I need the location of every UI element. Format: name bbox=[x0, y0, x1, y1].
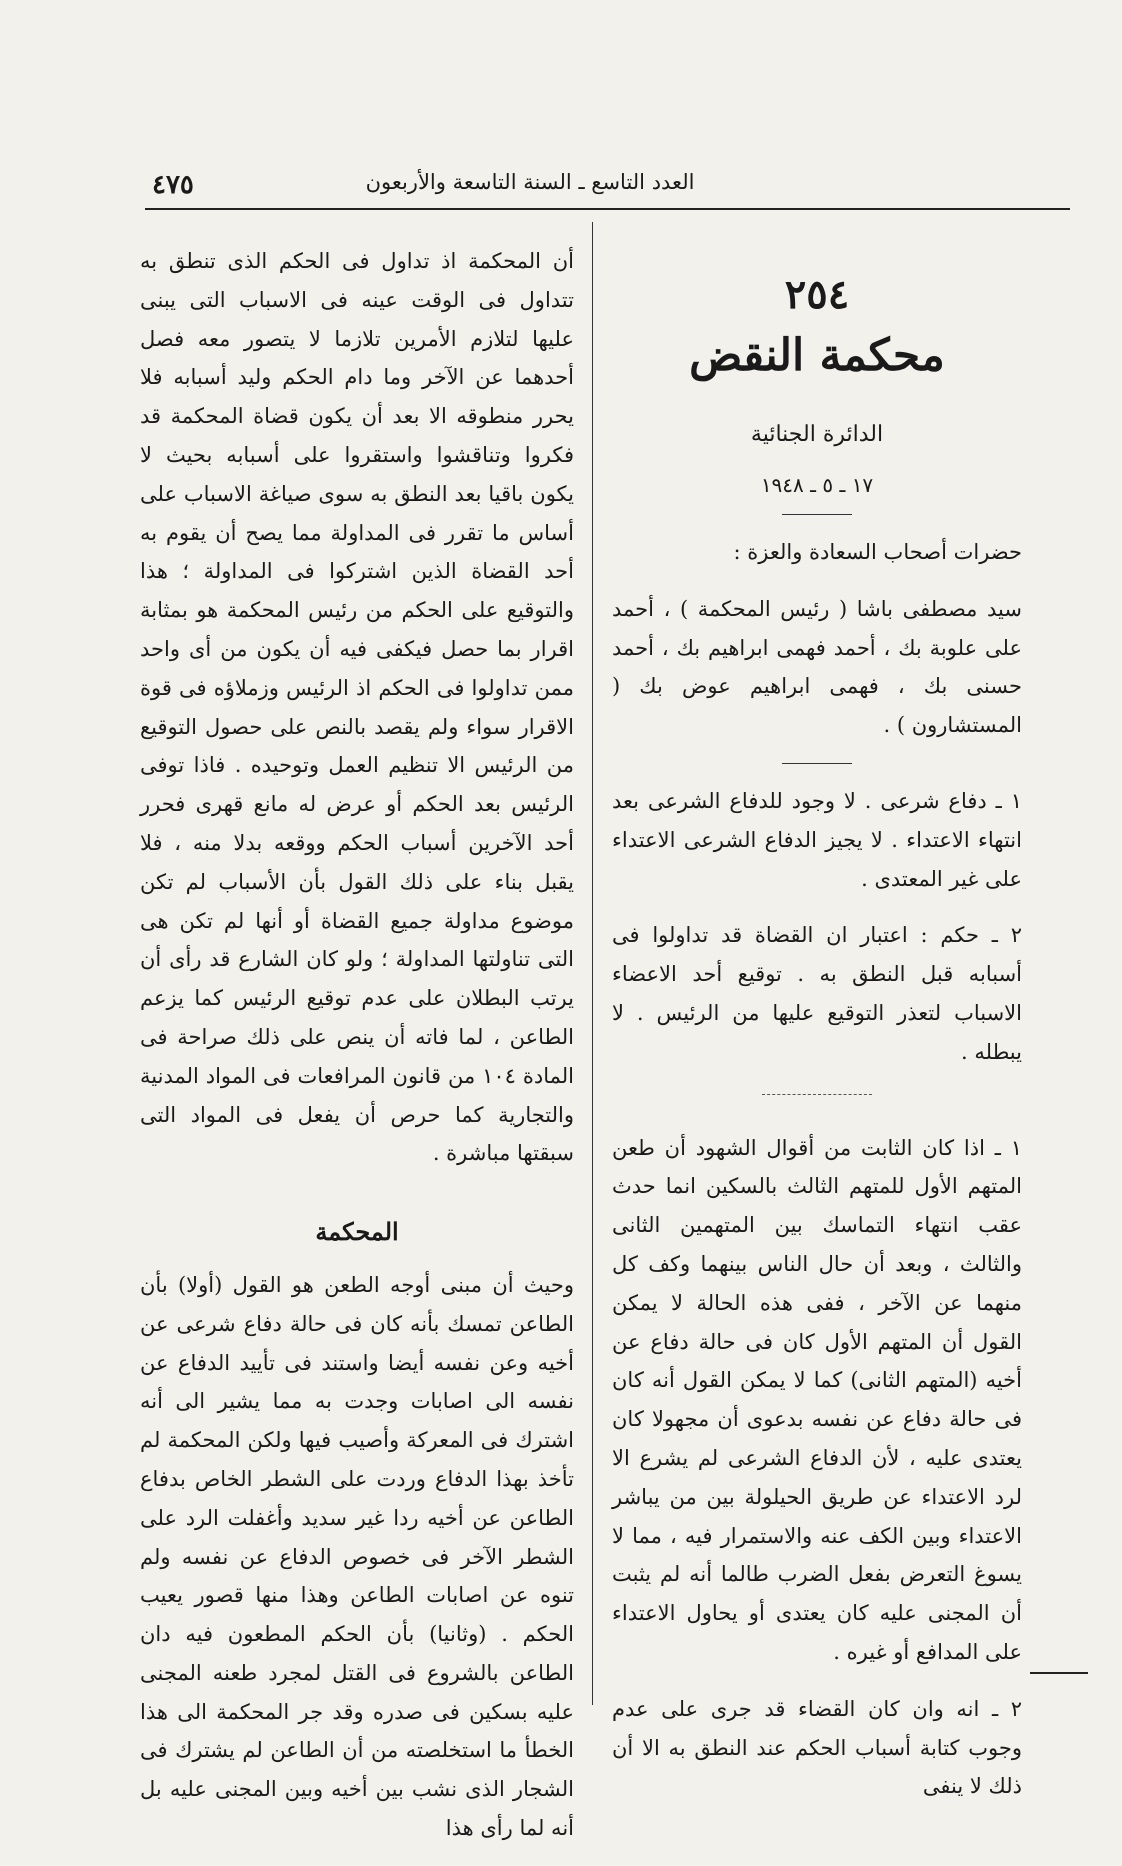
court-name: محكمة النقض bbox=[689, 330, 945, 381]
column-divider bbox=[592, 222, 593, 1705]
header-rule bbox=[145, 208, 1070, 210]
right-column bbox=[612, 270, 1022, 1824]
page-number: ٤٧٥ bbox=[152, 170, 194, 200]
circuit-name: الدائرة الجنائية bbox=[750, 422, 884, 447]
headnote-2: ٢ ـ حكم : اعتبار ان القضاة قد تداولوا فى أسبابه قبل النطق به . توقيع أحد الاعضاء الاسباب لتعذر التوقيع عليها من الرئيس . لا يبطله . bbox=[612, 923, 1022, 1064]
bottom-rule bbox=[1030, 1672, 1088, 1674]
left-column bbox=[140, 242, 574, 1866]
section-title: المحكمة bbox=[315, 1217, 399, 1247]
headnote-1: ١ ـ دفاع شرعى . لا وجود للدفاع الشرعى بعد انتهاء الاعتداء . لا يجيز الدفاع الشرعى الاعتداء على غير المعتدى . bbox=[612, 788, 1022, 891]
left-paragraph-2: وحيث أن مبنى أوجه الطعن هو القول (أولا) بأن الطاعن تمسك بأنه كان فى حالة دفاع شرعى عن أخيه وعن نفسه أيضا واستند فى تأييد الدفاع عن نفسه الى اصابات وجدت به مما يشير الى أنه اشترك فى المعركة وأصيب فيها ولكن المحكمة لم تأخذ بهذا الدفاع وردت على الشطر الخاص بدفاع الطاعن عن أخيه ردا غير سديد وأغفلت الرد على الشطر الآخر فى خصوص الدفاع عن نفسه ولم تنوه عن اصابات الطاعن وهذا منها قصور يعيب الحكم . (وثانيا) بأن الحكم المطعون فيه دان الطاعن بالشروع فى القتل لمجرد طعنه المجنى عليه بسكين فى صدره وقد جر المحكمة الى هذا الخطأ ما استخلصته من أن الطاعن لم يشترك فى الشجار الذى نشب بين أخيه وبين المجنى عليه بل أنه لما رأى هذا bbox=[140, 1272, 574, 1841]
left-paragraph-1: أن المحكمة اذ تداول فى الحكم الذى تنطق به تتداول فى الوقت عينه فى الاسباب التى يبنى عليها لتلازم الأمرين تلازما لا يتصور معه فصل أحدهما عن الآخر وما دام الحكم وليد أسبابه فلا يحرر منطوقه الا بعد أن يكون قضاة المحكمة قد فكروا وتناقشوا واستقروا على أسبابه بحيث لا يكون باقيا بعد النطق به سوى صياغة الاسباب على أساس ما تقرر فى المداولة مما يصح أن يقوم به أحد القضاة الذين اشتركوا فى المداولة ؛ هذا والتوقيع على الحكم من رئيس المحكمة هو بمثابة اقرار بما حصل فيكفى فيه أن يكون من أى واحد ممن تداولوا فى الحكم اذ الرئيس وزملاؤه فى قوة الاقرار سواء ولم يقصد بالنص على حصول التوقيع من الرئيس الا تنظيم العمل وتوحيده . فاذا توفى الرئيس بعد الحكم أو عرض له مانع قهرى فحرر أحد الآخرين أسباب الحكم ووقعه بدلا منه ، فلا يقبل بناء على ذلك القول بأن الأسباب لم تكن موضوع مداولة جميع القضاة أو أنها لم تكن هى التى تناولتها المداولة ؛ ولو كان الشارع قد رأى أن يرتب البطلان على عدم توقيع الرئيس كما يزعم الطاعن ، لما فاته أن ينص على ذلك صراحة فى المادة ١٠٤ من قانون المرافعات فى المواد المدنية والتجارية كما حرص أن يفعل فى المواد التى سبقتها مباشرة . bbox=[140, 249, 574, 1166]
divider bbox=[782, 514, 852, 515]
judgment-date: ١٧ ـ ٥ ـ ١٩٤٨ bbox=[760, 473, 874, 497]
principle-1: ١ ـ اذا كان الثابت من أقوال الشهود أن طعن المتهم الأول للمتهم الثالث بالسكين انما حدث عقب انتهاء التماسك بين المتهمين الثانى والثالث ، وبعد أن حال الناس بينهما وكف كل منهما عن الآخر ، ففى هذه الحالة لا يمكن القول أن المتهم الأول كان فى حالة دفاع عن أخيه (المتهم الثانى) كما لا يمكن القول أنه كان فى حالة دفاع عن نفسه بدعوى أن مجهولا كان يعتدى عليه ، لأن الدفاع الشرعى لم يشرع الا لرد الاعتداء عن طريق الحيلولة بين من يباشر الاعتداء وبين الكف عنه والاستمرار فيه ، مما لا يسوغ التعرض بفعل الضرب طالما أنه لم يثبت أن المجنى عليه كان يعتدى أو يحاول الاعتداء على المدافع أو غيره . bbox=[612, 1135, 1022, 1664]
running-header: العدد التاسع ـ السنة التاسعة والأربعون bbox=[365, 170, 695, 194]
case-number: ٢٥٤ bbox=[784, 271, 850, 318]
judges-list: سيد مصطفى باشا ( رئيس المحكمة ) ، أحمد على علوبة بك ، أحمد فهمى ابراهيم بك ، أحمد حسنى بك ، فهمى ابراهيم عوض بك ( المستشارون ) . bbox=[612, 596, 1022, 738]
dashed-divider bbox=[762, 1094, 872, 1095]
judges-intro: حضرات أصحاب السعادة والعزة : bbox=[733, 540, 1022, 564]
divider bbox=[782, 763, 852, 764]
principle-2: ٢ ـ انه وان كان القضاء قد جرى على عدم وجوب كتابة أسباب الحكم عند النطق به الا أن ذلك لا ينفى bbox=[612, 1696, 1022, 1799]
